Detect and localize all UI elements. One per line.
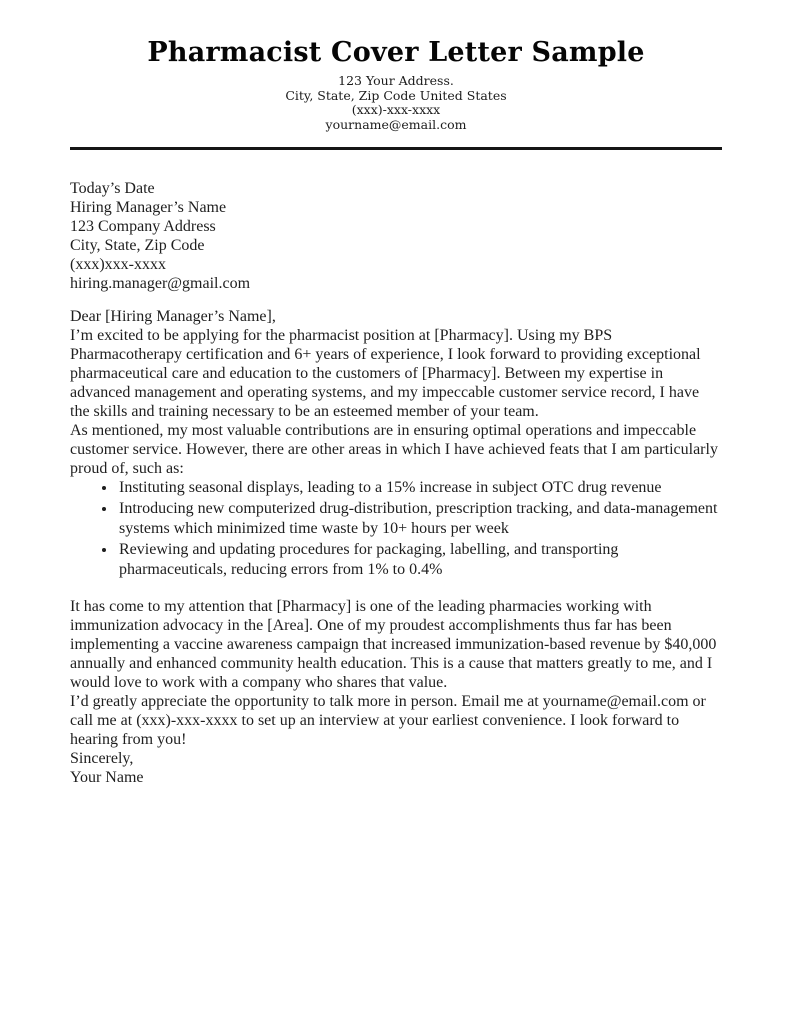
- achievement-item: • Introducing new computerized drug-distribution, prescription tracking, and data-management systems which minimized time waste by 10+ hours per week: [117, 499, 722, 540]
- sender-address-line: City, State, Zip Code United States: [285, 87, 507, 103]
- signature-name: Your Name: [70, 768, 144, 786]
- signoff: Sincerely,: [70, 749, 134, 767]
- page-title: Pharmacist Cover Letter Sample: [147, 37, 645, 68]
- achievements-list: [70, 478, 722, 581]
- achievement-item: • Reviewing and updating procedures for packaging, labelling, and transporting pharmaceuticals, reducing errors from 1% to 0.4%: [117, 540, 722, 581]
- paragraph-contributions: As mentioned, my most valuable contributions are in ensuring optimal operations and impeccable customer service. However, there are other areas in which I have achieved feats that I am particularly proud of, such as:: [70, 422, 718, 478]
- company-address-line: City, State, Zip Code: [70, 237, 205, 255]
- company-address-block: [70, 217, 722, 293]
- letter-body: [70, 179, 722, 787]
- hiring-manager-name: Hiring Manager’s Name: [70, 199, 227, 217]
- sender-address-line: 123 Your Address.: [338, 73, 454, 88]
- salutation: Dear [Hiring Manager’s Name],: [70, 308, 276, 326]
- header-divider: [70, 147, 722, 150]
- date-line: Today’s Date: [70, 180, 155, 198]
- achievement-item: • Instituting seasonal displays, leading to a 15% increase in subject OTC drug revenue: [117, 478, 722, 499]
- paragraph-intro: I’m excited to be applying for the pharmacist position at [Pharmacy]. Using my BPS Pharmacotherapy certification and 6+ years of experience, I look forward to providing exceptional pharmaceutical care and education to the customers of [Pharmacy]. Between my expertise in advanced management and operating systems, and my impeccable customer service record, I have the skills and training necessary to be an esteemed member of your team.: [70, 327, 701, 421]
- sender-email: yourname@email.com: [325, 116, 467, 132]
- sender-phone: (xxx)-xxx-xxxx: [351, 102, 441, 118]
- company-phone: (xxx)xxx-xxxx: [70, 256, 166, 274]
- company-email: hiring.manager@gmail.com: [70, 275, 251, 293]
- paragraph-call-to-action: I’d greatly appreciate the opportunity to talk more in person. Email me at yourname@email.com or call me at (xxx)-xxx-xxxx to set up an interview at your earliest convenience. I look forward to hearing from you!: [70, 692, 706, 748]
- paragraph-immunization: It has come to my attention that [Pharmacy] is one of the leading pharmacies working with immunization advocacy in the [Area]. One of my proudest accomplishments thus far has been implementing a vaccine awareness campaign that increased immunization-based revenue by $40,000 annually and enhanced community health education. This is a cause that matters greatly to me, and I would love to work with a company who shares that value.: [70, 597, 717, 691]
- company-address-line: 123 Company Address: [70, 218, 216, 236]
- letter-header: [70, 36, 722, 150]
